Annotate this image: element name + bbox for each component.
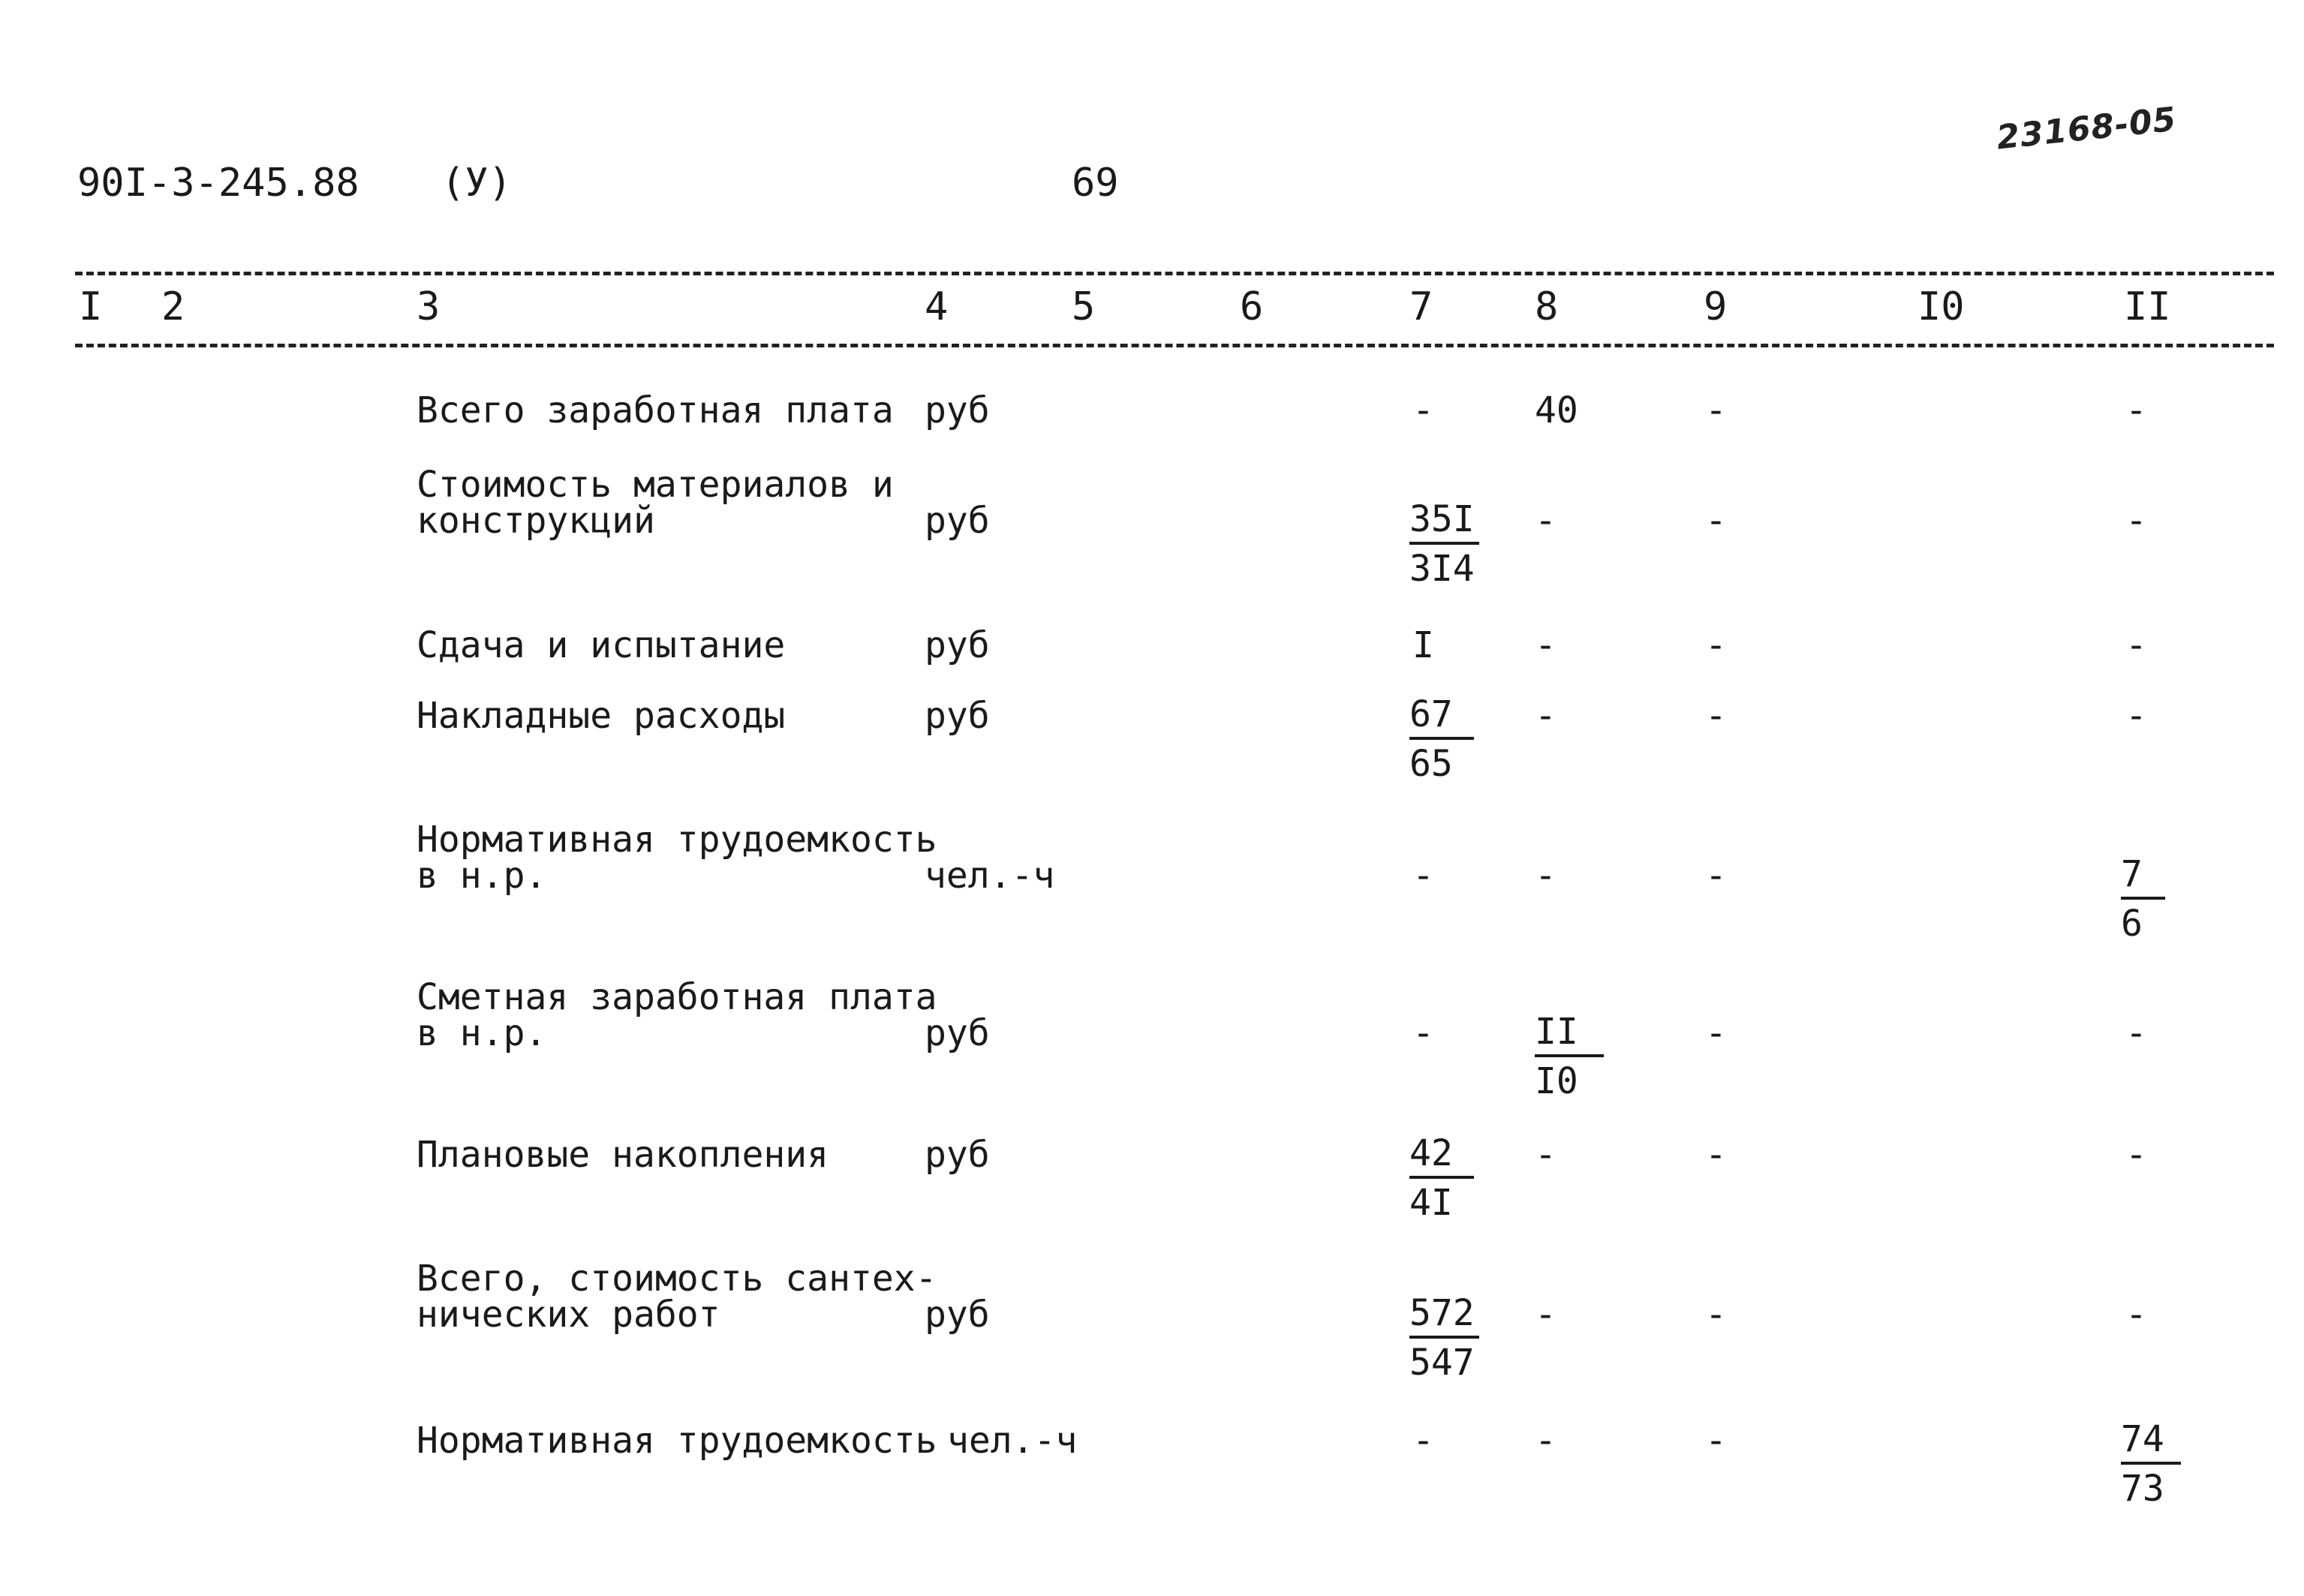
- row-5-unit: чел.-ч: [925, 855, 1055, 897]
- column-number-5: 5: [1072, 284, 1096, 329]
- row-8-col7-fraction: [1409, 1292, 1479, 1384]
- column-number-2: 2: [161, 284, 185, 329]
- row-7-col9: -: [1705, 1134, 1727, 1176]
- row-4-col7-fraction: [1409, 693, 1474, 785]
- row-5-col9: -: [1705, 855, 1727, 897]
- row-6-col8-fraction: [1535, 1011, 1604, 1102]
- row-3-col11: -: [2125, 624, 2147, 666]
- row-5-name-line-2: в н.р.: [417, 855, 547, 897]
- row-7-col11: -: [2125, 1134, 2147, 1176]
- row-9-col11-numerator: 74: [2121, 1421, 2181, 1465]
- row-2-name-line-2: конструкций: [417, 500, 655, 542]
- row-6-name-line-1: Сметная заработная плата: [417, 976, 937, 1018]
- row-2-col7-fraction: [1409, 498, 1479, 590]
- column-number-1: I: [79, 284, 103, 329]
- row-4-col8: -: [1535, 695, 1557, 737]
- row-8-col11: -: [2125, 1294, 2147, 1336]
- header-bottom-rule: [75, 344, 2274, 347]
- row-8-col9: -: [1705, 1294, 1727, 1336]
- column-number-7: 7: [1409, 284, 1433, 329]
- row-2-name-line-1: Стоимость материалов и: [417, 464, 894, 506]
- row-6-col9: -: [1705, 1012, 1727, 1054]
- row-5-col8: -: [1535, 855, 1557, 897]
- row-5-name-line-1: Нормативная трудоемкость: [417, 819, 937, 861]
- row-3-col8: -: [1535, 624, 1557, 666]
- document-code: 90I-3-245.88: [77, 161, 359, 206]
- row-2-col7-denominator: 3I4: [1409, 548, 1475, 590]
- row-4-unit: руб: [925, 695, 990, 737]
- row-3-col9: -: [1705, 624, 1727, 666]
- row-7-col7-numerator: 42: [1409, 1135, 1474, 1179]
- row-4-col7-denominator: 65: [1409, 743, 1453, 785]
- column-number-10: I0: [1917, 284, 1965, 329]
- row-4-col7-numerator: 67: [1409, 696, 1474, 740]
- row-1-col9: -: [1705, 389, 1727, 431]
- row-1-col11: -: [2125, 389, 2147, 431]
- row-3-unit: руб: [925, 624, 990, 666]
- row-9-col11-fraction: [2121, 1418, 2181, 1510]
- row-7-col7-fraction: [1409, 1132, 1474, 1224]
- row-4-name: Накладные расходы: [417, 695, 786, 737]
- row-9-col7: -: [1412, 1420, 1434, 1462]
- row-8-unit: руб: [925, 1294, 990, 1336]
- row-8-col7-numerator: 572: [1409, 1295, 1479, 1339]
- row-7-name: Плановые накопления: [417, 1134, 829, 1176]
- row-7-col8: -: [1535, 1134, 1557, 1176]
- row-8-name-line-1: Всего, стоимость сантех-: [417, 1258, 937, 1300]
- row-3-name: Сдача и испытание: [417, 624, 786, 666]
- row-2-col7-numerator: 35I: [1409, 501, 1479, 545]
- row-8-name-line-2: нических работ: [417, 1294, 720, 1336]
- row-9-unit: чел.-ч: [947, 1420, 1078, 1462]
- row-4-col11: -: [2125, 695, 2147, 737]
- row-7-col7-denominator: 4I: [1409, 1182, 1453, 1224]
- row-9-name: Нормативная трудоемкость: [417, 1420, 937, 1462]
- row-2-unit: руб: [925, 500, 990, 542]
- row-9-col8: -: [1535, 1420, 1557, 1462]
- column-number-8: 8: [1535, 284, 1559, 329]
- row-6-col11: -: [2125, 1012, 2147, 1054]
- column-number-6: 6: [1240, 284, 1264, 329]
- row-5-col7: -: [1412, 855, 1434, 897]
- header-top-rule: [75, 272, 2274, 275]
- column-number-11: II: [2124, 284, 2171, 329]
- row-8-col8: -: [1535, 1294, 1557, 1336]
- row-9-col9: -: [1705, 1420, 1727, 1462]
- archive-stamp: 23168-05: [1994, 100, 2179, 158]
- row-5-col11-numerator: 7: [2121, 856, 2165, 900]
- row-2-col11: -: [2125, 500, 2147, 542]
- row-1-col8: 40: [1535, 389, 1578, 431]
- column-number-3: 3: [417, 284, 441, 329]
- column-number-9: 9: [1704, 284, 1728, 329]
- row-2-col9: -: [1705, 500, 1727, 542]
- row-7-unit: руб: [925, 1134, 990, 1176]
- row-6-col8-numerator: II: [1535, 1014, 1604, 1057]
- row-4-col9: -: [1705, 695, 1727, 737]
- row-2-col8: -: [1535, 500, 1557, 542]
- row-3-col7: I: [1412, 624, 1434, 666]
- row-6-col7: -: [1412, 1012, 1434, 1054]
- row-1-name: Всего заработная плата: [417, 389, 894, 431]
- column-number-4: 4: [925, 284, 949, 329]
- row-9-col11-denominator: 73: [2121, 1468, 2164, 1510]
- row-1-col7: -: [1412, 389, 1434, 431]
- row-5-col11-fraction: [2121, 853, 2165, 945]
- row-1-unit: руб: [925, 389, 990, 431]
- document-part: (У): [441, 161, 512, 206]
- page-number: 69: [1072, 161, 1119, 206]
- row-5-col11-denominator: 6: [2121, 903, 2143, 945]
- row-6-unit: руб: [925, 1012, 990, 1054]
- row-6-name-line-2: в н.р.: [417, 1012, 547, 1054]
- row-8-col7-denominator: 547: [1409, 1342, 1475, 1384]
- row-6-col8-denominator: I0: [1535, 1060, 1578, 1102]
